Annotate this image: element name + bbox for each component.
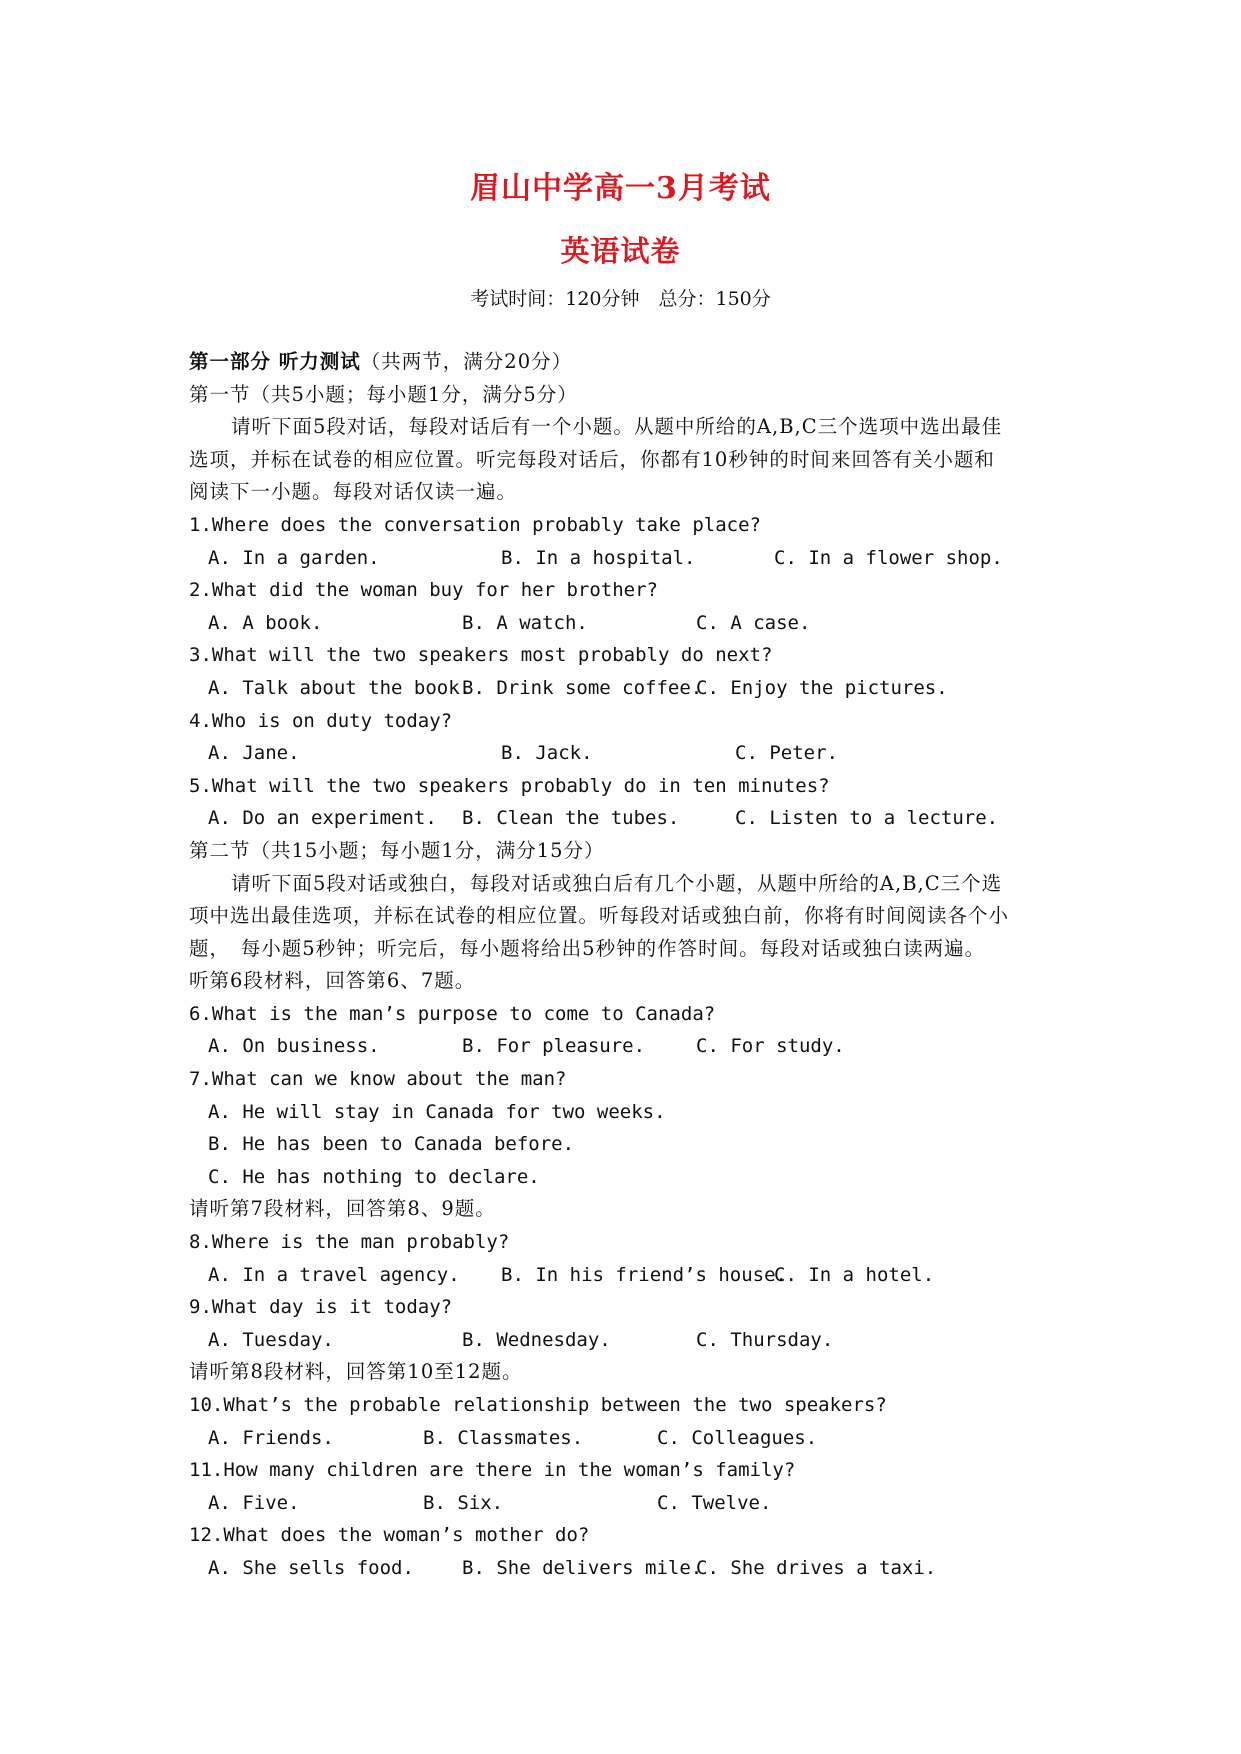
- option-a: A. A book.: [208, 611, 323, 634]
- question-stem: 9.What day is it today?: [189, 1296, 453, 1319]
- option-c: C. Thursday.: [696, 1328, 834, 1351]
- question-options: [208, 1324, 1069, 1357]
- option-c: C. For study.: [696, 1035, 845, 1058]
- section2-instruction: 请听下面5段对话或独白，每段对话或独白后有几个小题，从题中所给的A,B,C三个选: [231, 871, 1003, 895]
- option-a: A. On business.: [208, 1035, 380, 1058]
- option-c: C. Enjoy the pictures.: [696, 676, 948, 699]
- option-c: C. Twelve.: [657, 1491, 772, 1514]
- exam-body: [189, 346, 1069, 1585]
- question-stem: 8.Where is the man probably?: [189, 1231, 510, 1254]
- option-b: B. Drink some coffee.: [462, 676, 703, 699]
- question-options: [208, 1259, 1069, 1292]
- option-b: B. A watch.: [462, 611, 588, 634]
- option-c: C. He has nothing to declare.: [208, 1165, 540, 1188]
- material-note-7: 请听第7段材料，回答第8、9题。: [189, 1197, 496, 1221]
- section1-instruction: 请听下面5段对话，每段对话后有一个小题。从题中所给的A,B,C三个选项中选出最佳: [231, 415, 1003, 439]
- section2-instruction: 项中选出最佳选项，并标在试卷的相应位置。听每段对话或独白前，你将有时间阅读各个小: [189, 904, 1010, 928]
- question-option-b: [208, 1128, 1069, 1161]
- option-c: C. In a hotel.: [774, 1263, 935, 1286]
- question-option-c: [208, 1161, 1069, 1194]
- question-stem: 7.What can we know about the man?: [189, 1068, 567, 1091]
- option-a: A. Five.: [208, 1491, 300, 1514]
- option-a: A. Do an experiment.: [208, 807, 437, 830]
- part1-heading-rest: （共两节，满分20分）: [360, 350, 573, 373]
- material-note-6: 听第6段材料，回答第6、7题。: [189, 969, 476, 993]
- section2-instruction: 题， 每小题5秒钟；听完后，每小题将给出5秒钟的作答时间。每段对话或独白读两遍。: [189, 936, 986, 960]
- option-b: B. Wednesday.: [462, 1328, 611, 1351]
- question-options: [208, 1552, 1069, 1585]
- option-c: C. In a flower shop.: [774, 546, 1003, 569]
- option-c: C. Colleagues.: [657, 1426, 818, 1449]
- question-stem: 11.How many children are there in the woman’s family?: [189, 1459, 796, 1482]
- option-b: B. Six.: [423, 1491, 504, 1514]
- option-b: B. He has been to Canada before.: [208, 1133, 575, 1156]
- question-options: [208, 1422, 1069, 1455]
- question-options: [208, 607, 1069, 640]
- option-c: C. She drives a taxi.: [696, 1556, 937, 1579]
- material-note-8: 请听第8段材料，回答第10至12题。: [189, 1360, 523, 1384]
- part1-heading-bold: 第一部分 听力测试: [189, 350, 361, 373]
- section2-heading: 第二节（共15小题；每小题1分，满分15分）: [189, 838, 605, 862]
- section1-instruction: 阅读下一小题。每段对话仅读一遍。: [189, 480, 518, 504]
- question-stem: 6.What is the man’s purpose to come to Canada?: [189, 1002, 716, 1025]
- option-b: B. In a hospital.: [501, 546, 696, 569]
- option-b: B. Classmates.: [423, 1426, 584, 1449]
- option-c: C. Listen to a lecture.: [735, 807, 999, 830]
- question-options: [208, 672, 1069, 705]
- option-b: B. Clean the tubes.: [462, 807, 680, 830]
- question-options: [208, 737, 1069, 770]
- section1-heading: 第一节（共5小题；每小题1分，满分5分）: [189, 382, 578, 406]
- question-stem: 12.What does the woman’s mother do?: [189, 1524, 590, 1547]
- option-a: A. In a travel agency.: [208, 1263, 460, 1286]
- option-a: A. Tuesday.: [208, 1328, 334, 1351]
- option-b: B. For pleasure.: [462, 1035, 646, 1058]
- question-stem: 4.Who is on duty today?: [189, 709, 453, 732]
- option-a: A. In a garden.: [208, 546, 380, 569]
- option-b: B. Jack.: [501, 742, 593, 765]
- question-stem: 3.What will the two speakers most probably do next?: [189, 644, 773, 667]
- question-options: [208, 1487, 1069, 1520]
- question-stem: 5.What will the two speakers probably do in ten minutes?: [189, 774, 830, 797]
- option-c: C. A case.: [696, 611, 811, 634]
- option-a: A. Friends.: [208, 1426, 334, 1449]
- section1-instruction: 选项，并标在试卷的相应位置。听完每段对话后，你都有10秒钟的时间来回答有关小题和: [189, 447, 995, 471]
- question-stem: 1.Where does the conversation probably take place?: [189, 513, 761, 536]
- question-options: [208, 1030, 1069, 1063]
- option-b: B. In his friend’s house.: [501, 1263, 787, 1286]
- exam-subtitle: 英语试卷: [560, 234, 681, 268]
- option-a: A. Talk about the book.: [208, 676, 472, 699]
- option-b: B. She delivers mile.: [462, 1556, 703, 1579]
- question-stem: 2.What did the woman buy for her brother?: [189, 579, 658, 602]
- question-options: [208, 542, 1069, 575]
- exam-info: 考试时间：120分钟 总分：150分: [470, 288, 771, 310]
- exam-title: 眉山中学高一3月考试: [470, 171, 771, 206]
- option-a: A. She sells food.: [208, 1556, 414, 1579]
- option-a: A. Jane.: [208, 742, 300, 765]
- question-option-a: [208, 1096, 1069, 1129]
- part1-heading: [189, 346, 1069, 379]
- option-c: C. Peter.: [735, 742, 838, 765]
- question-stem: 10.What’s the probable relationship between the two speakers?: [189, 1394, 887, 1416]
- option-a: A. He will stay in Canada for two weeks.: [208, 1100, 666, 1123]
- question-options: [208, 802, 1069, 835]
